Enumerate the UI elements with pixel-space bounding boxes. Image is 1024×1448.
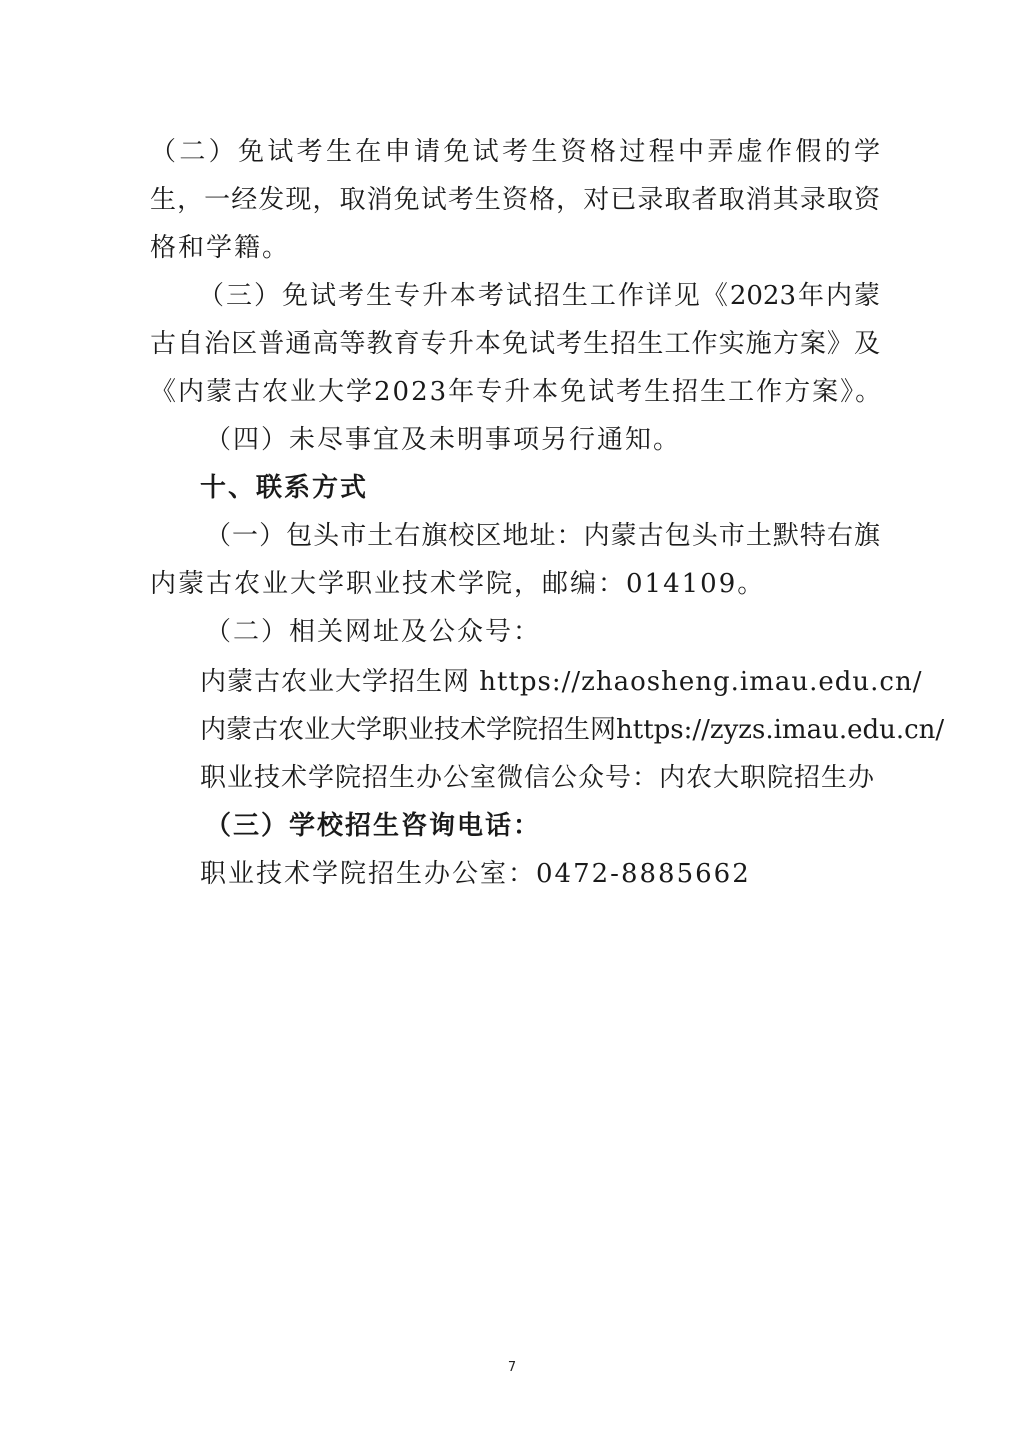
website-vocational-admissions[interactable]: 内蒙古农业大学职业技术学院招生网https://zyzs.imau.edu.cn/ [200,715,945,745]
paragraph-2-line-3: 格和学籍。 [150,233,291,263]
address-line-2: 内蒙古农业大学职业技术学院，邮编：014109。 [150,569,766,599]
paragraph-3-line-1: （三）免试考生专升本考试招生工作详见《2023年内蒙 [198,281,880,311]
paragraph-2-line-1: （二）免试考生在申请免试考生资格过程中弄虚作假的学 [150,137,880,167]
paragraph-3-line-2: 古自治区普通高等教育专升本免试考生招生工作实施方案》及 [150,329,880,359]
wechat-official-account: 职业技术学院招生办公室微信公众号：内农大职院招生办 [200,763,876,793]
address-line-1: （一）包头市土右旗校区地址：内蒙古包头市土默特右旗 [205,521,880,551]
websites-heading: （二）相关网址及公众号： [205,617,542,647]
paragraph-2-line-2: 生，一经发现，取消免试考生资格，对已录取者取消其录取资 [150,185,880,215]
section-10-heading: 十、联系方式 [200,473,369,503]
paragraph-3-line-3: 《内蒙古农业大学2023年专升本免试考生招生工作方案》。 [150,377,884,407]
page-number: 7 [507,1360,517,1375]
website-admissions[interactable]: 内蒙古农业大学招生网 https://zhaosheng.imau.edu.cn/ [200,667,923,697]
paragraph-4: （四）未尽事宜及未明事项另行通知。 [205,425,682,455]
phone-heading: （三）学校招生咨询电话： [205,811,542,841]
phone-number: 职业技术学院招生办公室：0472-8885662 [200,859,751,889]
